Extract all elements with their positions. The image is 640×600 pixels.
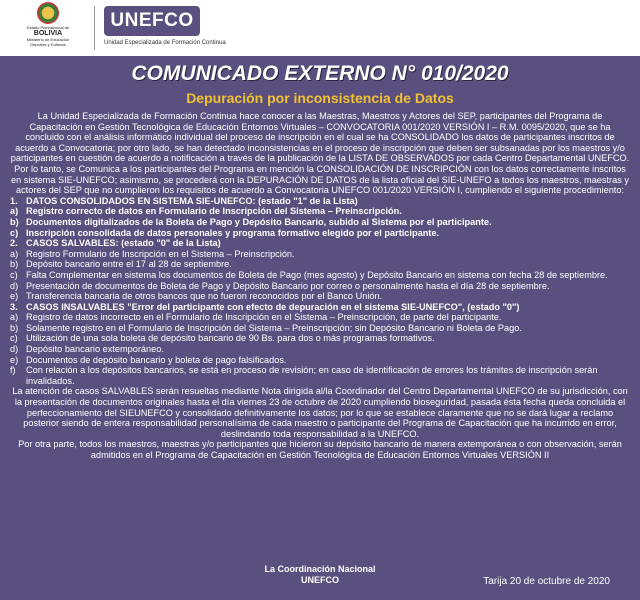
intro-paragraph: La Unidad Especializada de Formación Continua hace conocer a las Maestras, Maestros y Actores del SEP, participantes del Programa de Capacitación en Gestión Tecnológica de Educación Entornos Virtuales – CONVOCATORIA 001/2020 VERSIÓN I – R.M. 0095/2020, que se ha concluido con el análisis informático individual del proceso de inscripción en el cual se ha CONSOLIDADO los datos de participantes inscritos de acuerdo a Convocatoria; por otro lado, se han detectado inconsistencias en el proceso de inscripción que deben ser subsanadas por los maestros y/o participantes en cuestión de acuerdo a notificación a través de la publicación de la LISTA DE OBSERVADOS por cada Centro Departamental UNEFCO. xyxy=(10,111,630,164)
header-bar xyxy=(0,0,640,56)
page-subtitle: Depuración por inconsistencia de Datos xyxy=(186,90,454,106)
list-item: e) Transferencia bancaria de otros bancos que no fueron reconocidos por el Banco Unión. xyxy=(10,291,383,302)
unefco-logo xyxy=(104,6,200,36)
list-item: b) Solamente registro en el Formulario de Inscripción del Sistema – Preinscripción; sin Depósito Bancario ni Boleta de Pago. xyxy=(10,322,522,333)
ministry-logo xyxy=(8,2,88,54)
signature-line2: UNEFCO xyxy=(301,575,339,585)
bolivia-seal-icon xyxy=(37,2,59,24)
gov-line2: BOLIVIA xyxy=(33,30,63,37)
procedure-paragraph: Por lo tanto, se Comunica a los participantes del Programa en mención la CONSOLIDACIÓN DE INSCRIPCIÓN con los datos correctamente inscritos en sistema SIE-UNEFCO; asimismo, se procederá con la DEPURACIÓN DE DATOS de la lista oficial del SIE-UNEFO a todos los maestros, maestras y actores del SEP que no cumplieron los requisitos de acuerdo a Convocatoria UNEFCO 001/2020 VERSIÓN I, cumpliendo el siguiente procedimiento: xyxy=(11,163,629,196)
list-item: c) Falta Complementar en sistema los documentos de Boleta de Pago (mes agosto) y Depósito Bancario en sistema con fecha 28 de septiembre. xyxy=(10,269,608,280)
list-item: d) Depósito bancario extemporáneo. xyxy=(10,344,164,355)
section-heading: 3. CASOS INSALVABLES "Error del participante con efecto de depuración en el sistema SIE-UNEFCO", (estado "0") xyxy=(10,301,520,312)
page-title: COMUNICADO EXTERNO N° 010/2020 xyxy=(131,62,509,85)
header-divider xyxy=(94,6,95,50)
issue-date: Tarija 20 de octubre de 2020 xyxy=(483,576,610,587)
list-item: c) Utilización de una sola boleta de depósito bancario de 90 Bs. para dos o más programas formativos. xyxy=(10,333,435,344)
unefco-subtitle: Unidad Especializada de Formación Continua xyxy=(104,40,226,46)
list-item: c) Inscripción consolidada de datos personales y programa formativo elegido por el participante. xyxy=(10,227,440,238)
section-heading: 2. CASOS SALVABLES: (estado "0" de la Lista) xyxy=(10,238,221,249)
list-item: b) Depósito bancario entre el 17 al 28 de septiembre. xyxy=(10,259,232,270)
list-item: f) Con relación a los depósitos bancarios, se está en proceso de revisión; en caso de identificación de errores los trámites de inscripción serán invalidados. xyxy=(10,365,598,386)
list-item: b) Documentos digitalizados de la Boleta de Pago y Depósito Bancario, subido al Sistema por el participante. xyxy=(10,216,492,227)
attention-paragraph: La atención de casos SALVABLES serán resueltas mediante Nota dirigida al/la Coordinador del Centro Departamental UNEFCO de su jurisdicción, con la presentación de documentos originales hasta el día viernes 23 de octubre de 2020 cumpliendo bioseguridad, pasada ésta fecha queda concluida el perfeccionamiento del SIEUNEFCO y consolidado definitivamente los datos; por lo que se establece claramente que no se dará lugar a reclamo posterior siendo de entera responsabilidad personalísima de cada maestro o participante del Programa de Capacitación que ha incurrido en error, deslindando toda responsabilidad a la UNEFCO. xyxy=(12,386,628,439)
document-body xyxy=(10,111,630,461)
signature-line1: La Coordinación Nacional xyxy=(264,564,376,574)
admission-paragraph: Por otra parte, todos los maestros, maestras y/o participantes que hicieron su depósito bancario de manera extemporánea o con observación, serán admitidos en el Programa de Capacitación en Gestión Tecnológica de Educación Entornos Virtuales VERSIÓN II xyxy=(18,439,622,460)
gov-line4: Deportes y Culturas xyxy=(30,42,66,47)
list-item: a) Registro correcto de datos en Formulario de Inscripción del Sistema – Preinscripción. xyxy=(10,206,402,217)
unefco-logo-text: UNEFCO xyxy=(110,10,194,31)
section-heading: 1. DATOS CONSOLIDADOS EN SISTEMA SIE-UNEFCO: (estado "1" de la Lista) xyxy=(10,195,358,206)
gov-line1: Estado Plurinacional de xyxy=(26,25,70,30)
gov-line3: Ministerio de Educación xyxy=(26,37,70,42)
list-item: a) Registro Formulario de Inscripción en el Sistema – Preinscripción. xyxy=(10,248,295,259)
list-item: e) Documentos de depósito bancario y boleta de pago falsificados. xyxy=(10,354,287,365)
list-item: a) Registro de datos incorrecto en el Formulario de Inscripción en el Sistema – Preinscripción, de parte del participante. xyxy=(10,312,502,323)
list-item: d) Presentación de documentos de Boleta de Pago y Depósito Bancario por correo o personalmente hasta el día 28 de septiembre. xyxy=(10,280,550,291)
